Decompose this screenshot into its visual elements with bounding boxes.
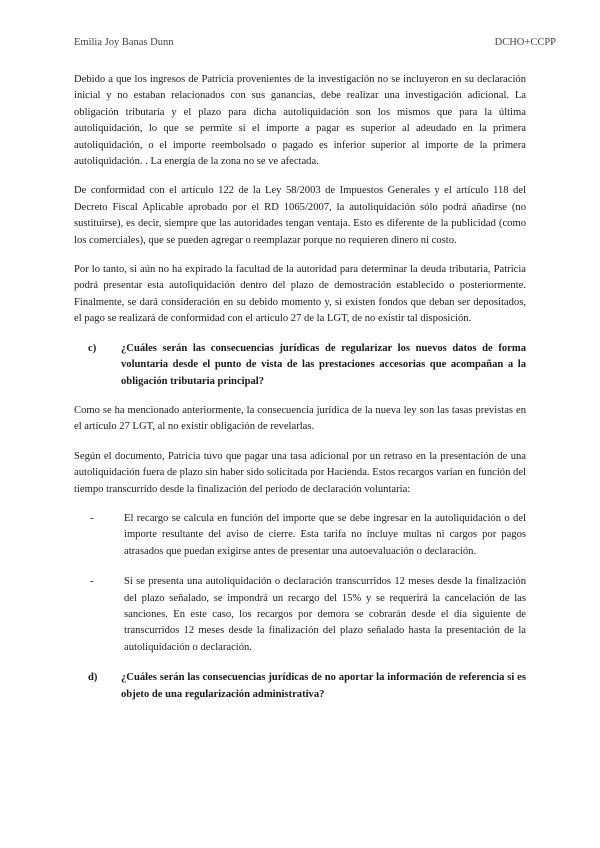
- question-d: [74, 670, 526, 703]
- question-label: d): [88, 672, 98, 684]
- question-label: c): [88, 342, 97, 354]
- bullet-dash: -: [90, 576, 94, 588]
- document-body: [74, 72, 526, 716]
- list-item: [74, 511, 526, 560]
- author-name: Emilia Joy Banas Dunn: [74, 37, 174, 48]
- course-code: DCHO+CCPP: [494, 37, 556, 48]
- paragraph: De conformidad con el artículo 122 de la Ley 58/2003 de Impuestos Generales y el artículo 118 del Decreto Fiscal Aplicable aprobado por el RD 1065/2007, la autoliquidación sólo podrá añadirse (no sustituirse), es decir, siempre que las autoridades tengan ventaja. Esto es diferente de la publicidad (como los comerciales), que se pueden agregar o reemplazar porque no requieren dinero ni costo.: [74, 185, 526, 246]
- question-text: ¿Cuáles serán las consecuencias jurídicas de no aportar la información de referencia si es objeto de una regularización administrativa?: [121, 672, 526, 700]
- paragraph: Debido a que los ingresos de Patricia provenientes de la investigación no se incluyeron en su declaración inicial y no estaban relacionados con sus ganancias, debe realizar una investigación adicional. La obligación tributaria y el plazo para dicha autoliquidación son los mismos que para la última autoliquidación, lo que se permite si el importe a pagar es superior al adeudado en la primera autoliquidación, o el importe reembolsado o pagado es inferior superior al importe de la primera autoliquidación. . La energía de la zona no se ve afectada.: [74, 74, 526, 168]
- list-item-text: Si se presenta una autoliquidación o declaración transcurridos 12 meses desde la finalización del plazo señalado, se impondrá un recargo del 15% y se requerirá la cancelación de las sanciones. En este caso, los recargos por demora se cobrarán desde el día siguiente de transcurridos 12 meses desde la finalización del plazo señalado hasta la presentación de la autoliquidación o declaración.: [124, 576, 526, 653]
- list-item: [74, 574, 526, 656]
- paragraph: Por lo tanto, si aún no ha expirado la facultad de la autoridad para determinar la deuda tributaria, Patricia podrá presentar esta autoliquidación dentro del plazo de demostración establecido o posteriormente. Finalmente, se dará consideración en su debido momento y, si existen fondos que deban ser depositados, el pago se realizará de conformidad con el artículo 27 de la LGT, de no existir tal disposición.: [74, 264, 526, 325]
- bullet-dash: -: [90, 512, 94, 524]
- question-text: ¿Cuáles serán las consecuencias jurídicas de regularizar los nuevos datos de forma voluntaria desde el punto de vista de las prestaciones accesorias que acompañan a la obligación tributaria principal?: [121, 342, 526, 387]
- bullet-list: [74, 511, 526, 656]
- question-c: [74, 341, 526, 390]
- paragraph: Como se ha mencionado anteriormente, la consecuencia jurídica de la nueva ley son las tasas previstas en el artículo 27 LGT, al no existir obligación de revelarlas.: [74, 404, 526, 433]
- list-item-text: El recargo se calcula en función del importe que se debe ingresar en la autoliquidación o del importe resultante del aviso de cierre. Esta tarifa no incluye multas ni cargos por pagos atrasados que puedan exigirse antes de presentar una autoevaluación o declaración.: [124, 512, 526, 557]
- paragraph: Según el documento, Patricia tuvo que pagar una tasa adicional por un retraso en la presentación de una autoliquidación fuera de plazo sin haber sido solicitada por Hacienda. Estos recargos varían en función del tiempo transcurrido desde la finalización del periodo de declaración voluntaria:: [74, 450, 526, 495]
